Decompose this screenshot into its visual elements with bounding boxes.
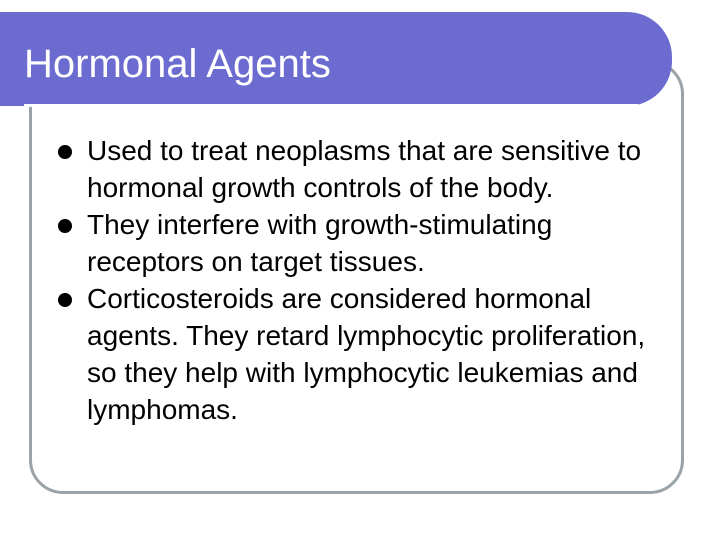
bullet-text: Used to treat neoplasms that are sensitive to hormonal growth controls of the body. <box>87 135 642 203</box>
bullet-item-corticosteroids <box>58 280 673 428</box>
bullet-dot-icon <box>58 145 72 159</box>
bullet-text: Corticosteroids are considered hormonal agents. They retard lymphocytic proliferation, so they help with lymphocytic leukemias and lymphomas. <box>87 283 646 425</box>
bullet-dot-icon <box>58 219 72 233</box>
bullet-item-neoplasms <box>58 132 673 206</box>
bullet-dot-icon <box>58 293 72 307</box>
bullet-text: They interfere with growth-stimulating receptors on target tissues. <box>87 209 553 277</box>
bullet-item-receptors <box>58 206 673 280</box>
bullet-list <box>58 132 673 428</box>
slide-title: Hormonal Agents <box>24 42 331 86</box>
title-underline <box>24 104 638 107</box>
title-bar <box>0 12 672 106</box>
